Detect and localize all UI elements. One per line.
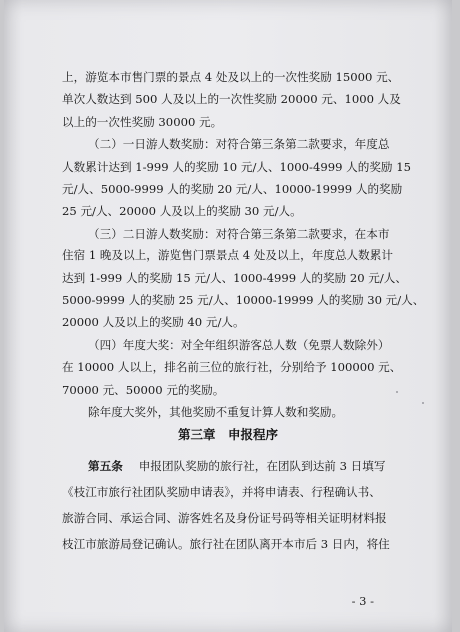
body-line: 以上的一次性奖励 30000 元。: [62, 115, 223, 129]
body-line: （二）一日游人数奖励：对符合第三条第二款要求，年度总: [88, 137, 390, 151]
body-line: （四）年度大奖：对全年组织游客总人数（免票人数除外）: [88, 338, 390, 352]
body-line: 上，游览本市售门票的景点 4 处及以上的一次性奖励 15000 元、: [62, 70, 400, 84]
scan-speck: [422, 402, 424, 404]
document-page: [4, 0, 452, 632]
body-line: 达到 1-999 人的奖励 15 元/人、1000-4999 人的奖励 20 元/人、: [62, 271, 407, 285]
body-line: 20000 人及以上的奖励 40 元/人。: [62, 315, 245, 329]
article-line-3: 枝江市旅游局登记确认。旅行社在团队离开本市后 3 日内，将住: [62, 537, 390, 551]
article-line-1: 《枝江市旅行社团队奖励申请表》，并将申请表、行程确认书、: [62, 485, 381, 499]
body-line: 5000-9999 人的奖励 25 元/人、10000-19999 人的奖励 30 元/人、: [62, 293, 425, 307]
page-number: - 3 -: [351, 594, 374, 608]
article-first-line: [88, 459, 385, 473]
body-line: 元/人、5000-9999 人的奖励 20 元/人、10000-19999 人的奖励: [62, 182, 403, 196]
body-line: 除年度大奖外，其他奖励不重复计算人数和奖励。: [88, 405, 344, 419]
chapter-heading: 第三章 申报程序: [177, 427, 278, 442]
scan-speck: [396, 391, 398, 393]
body-line: 在 10000 人以上，排名前三位的旅行社，分别给予 100000 元、: [62, 360, 402, 374]
body-line: 单次人数达到 500 人及以上的一次性奖励 20000 元、1000 人及: [62, 92, 401, 106]
body-line: 人数累计达到 1-999 人的奖励 10 元/人、1000-4999 人的奖励 15: [62, 160, 411, 174]
article-line-0: 申报团队奖励的旅行社，在团队到达前 3 日填写: [138, 459, 386, 473]
body-line: （三）二日游人数奖励：对符合第三条第二款要求，在本市: [88, 227, 390, 241]
body-line: 25 元/人、20000 人及以上的奖励 30 元/人。: [62, 204, 302, 218]
article-line-2: 旅游合同、承运合同、游客姓名及身份证号码等相关证明材料报: [62, 511, 387, 525]
article-label: 第五条: [88, 459, 123, 473]
body-line: 70000 元、50000 元的奖励。: [62, 383, 225, 397]
body-line: 住宿 1 晚及以上，游览售门票景点 4 处及以上，年度总人数累计: [62, 248, 393, 262]
